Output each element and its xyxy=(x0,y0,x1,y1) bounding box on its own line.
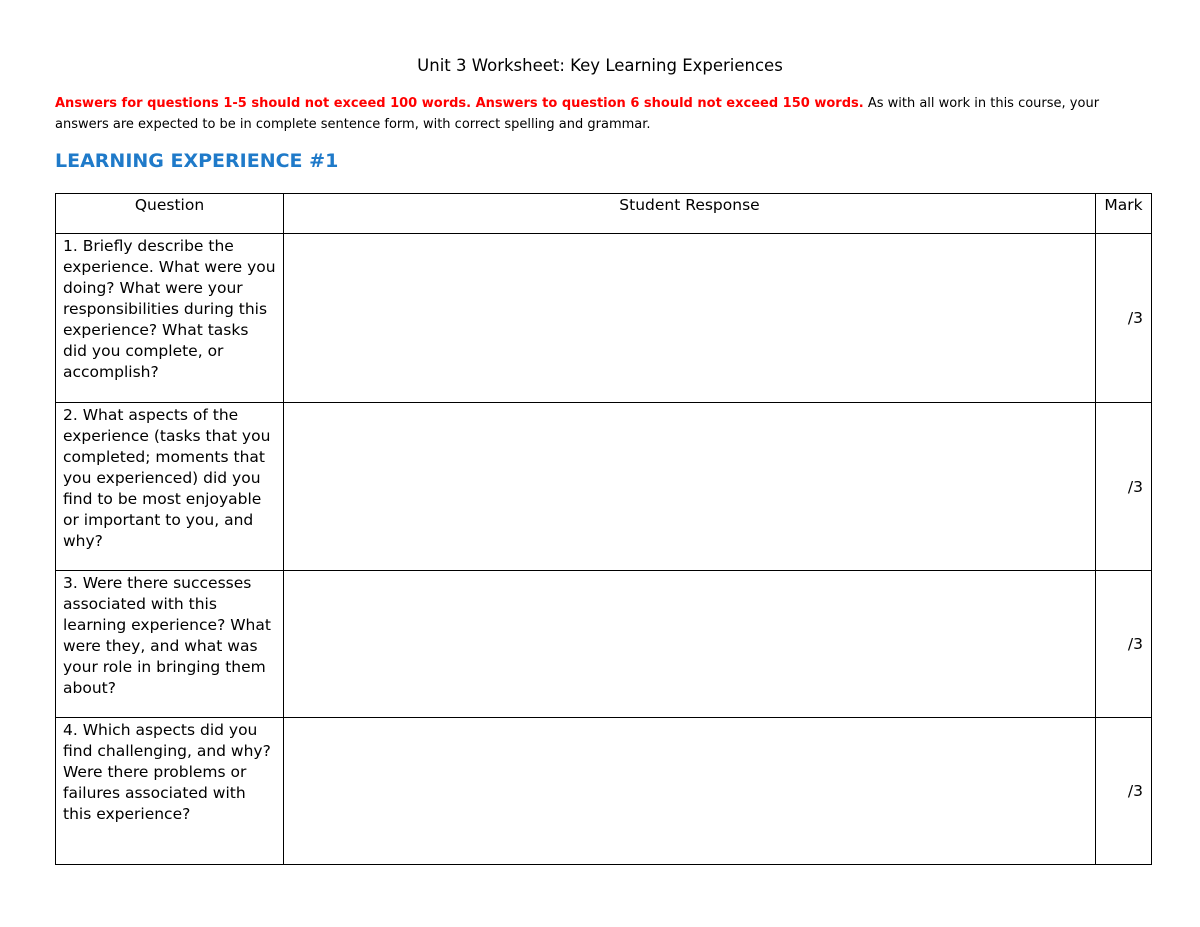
header-mark: Mark xyxy=(1096,194,1152,234)
mark-cell: /3 xyxy=(1096,234,1152,403)
question-cell: 2. What aspects of the experience (tasks that you completed; moments that you experienced) did you find to be most enjoyable or important to you, and why? xyxy=(56,403,284,571)
mark-cell: /3 xyxy=(1096,571,1152,718)
instructions xyxy=(55,93,1155,135)
section-heading: LEARNING EXPERIENCE #1 xyxy=(55,150,339,172)
table-row xyxy=(56,571,1152,718)
student-response-cell[interactable] xyxy=(284,571,1096,718)
student-response-cell[interactable] xyxy=(284,234,1096,403)
student-response-cell[interactable] xyxy=(284,718,1096,865)
table-row xyxy=(56,403,1152,571)
instructions-emphasis: Answers for questions 1-5 should not exceed 100 words. Answers to question 6 should not exceed 150 words. xyxy=(55,96,864,111)
table-row xyxy=(56,718,1152,865)
header-question: Question xyxy=(56,194,284,234)
table-header-row xyxy=(56,194,1152,234)
table-row xyxy=(56,234,1152,403)
instructions-body: As with all work in this course, your answers are expected to be in complete sentence form, with correct spelling and grammar. xyxy=(55,96,1100,132)
question-cell: 3. Were there successes associated with this learning experience? What were they, and what was your role in bringing them about? xyxy=(56,571,284,718)
mark-cell: /3 xyxy=(1096,403,1152,571)
question-cell: 1. Briefly describe the experience. What were you doing? What were your responsibilities during this experience? What tasks did you complete, or accomplish? xyxy=(56,234,284,403)
header-student-response: Student Response xyxy=(284,194,1096,234)
page-title: Unit 3 Worksheet: Key Learning Experiences xyxy=(417,56,783,75)
worksheet-table xyxy=(55,193,1152,865)
student-response-cell[interactable] xyxy=(284,403,1096,571)
question-cell: 4. Which aspects did you find challenging, and why? Were there problems or failures associated with this experience? xyxy=(56,718,284,865)
mark-cell: /3 xyxy=(1096,718,1152,865)
